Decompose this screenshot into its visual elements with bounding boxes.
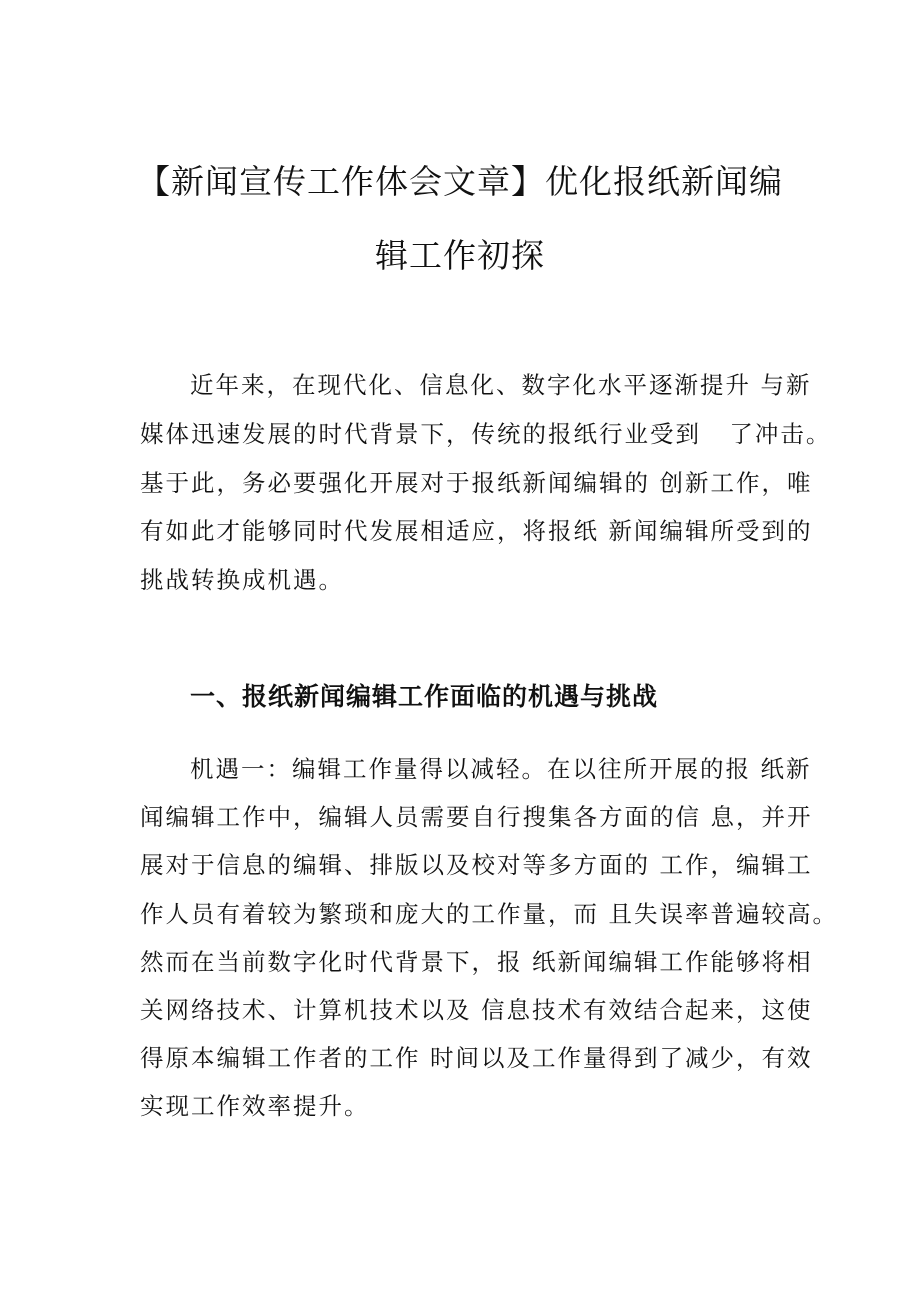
section-heading: 一、报纸新闻编辑工作面临的机遇与挑战 [190,681,659,711]
intro-line: 基于此，务必要强化开展对于报纸新闻编辑的 创新工作，唯 [140,469,813,497]
paragraph-line: 关网络技术、计算机技术以及 信息技术有效结合起来，这使 [140,996,813,1024]
paragraph-line: 然而在当前数字化时代背景下，报 纸新闻编辑工作能够将相 [140,948,813,976]
document-title-line-2: 辑工作初探 [375,236,545,275]
paragraph-line: 得原本编辑工作者的工作 时间以及工作量得到了减少，有效 [140,1044,813,1072]
intro-line: 挑战转换成机遇。 [140,566,344,594]
intro-line: 近年来，在现代化、信息化、数字化水平逐渐提升 与新 [190,371,812,399]
intro-line: 有如此才能够同时代发展相适应，将报纸 新闻编辑所受到的 [140,517,813,545]
paragraph-line: 展对于信息的编辑、排版以及校对等多方面的 工作，编辑工 [140,851,813,879]
paragraph-line: 作人员有着较为繁琐和庞大的工作量，而 且失误率普遍较高。 [140,900,838,928]
paragraph-line: 闻编辑工作中，编辑人员需要自行搜集各方面的信 息，并开 [140,803,813,831]
paragraph-line: 机遇一：编辑工作量得以减轻。在以往所开展的报 纸新 [190,755,812,783]
paragraph-line: 实现工作效率提升。 [140,1092,370,1120]
document-title-line-1: 【新闻宣传工作体会文章】优化报纸新闻编 [137,162,783,201]
intro-line: 媒体迅速发展的时代背景下，传统的报纸行业受到 了冲击。 [140,420,832,448]
